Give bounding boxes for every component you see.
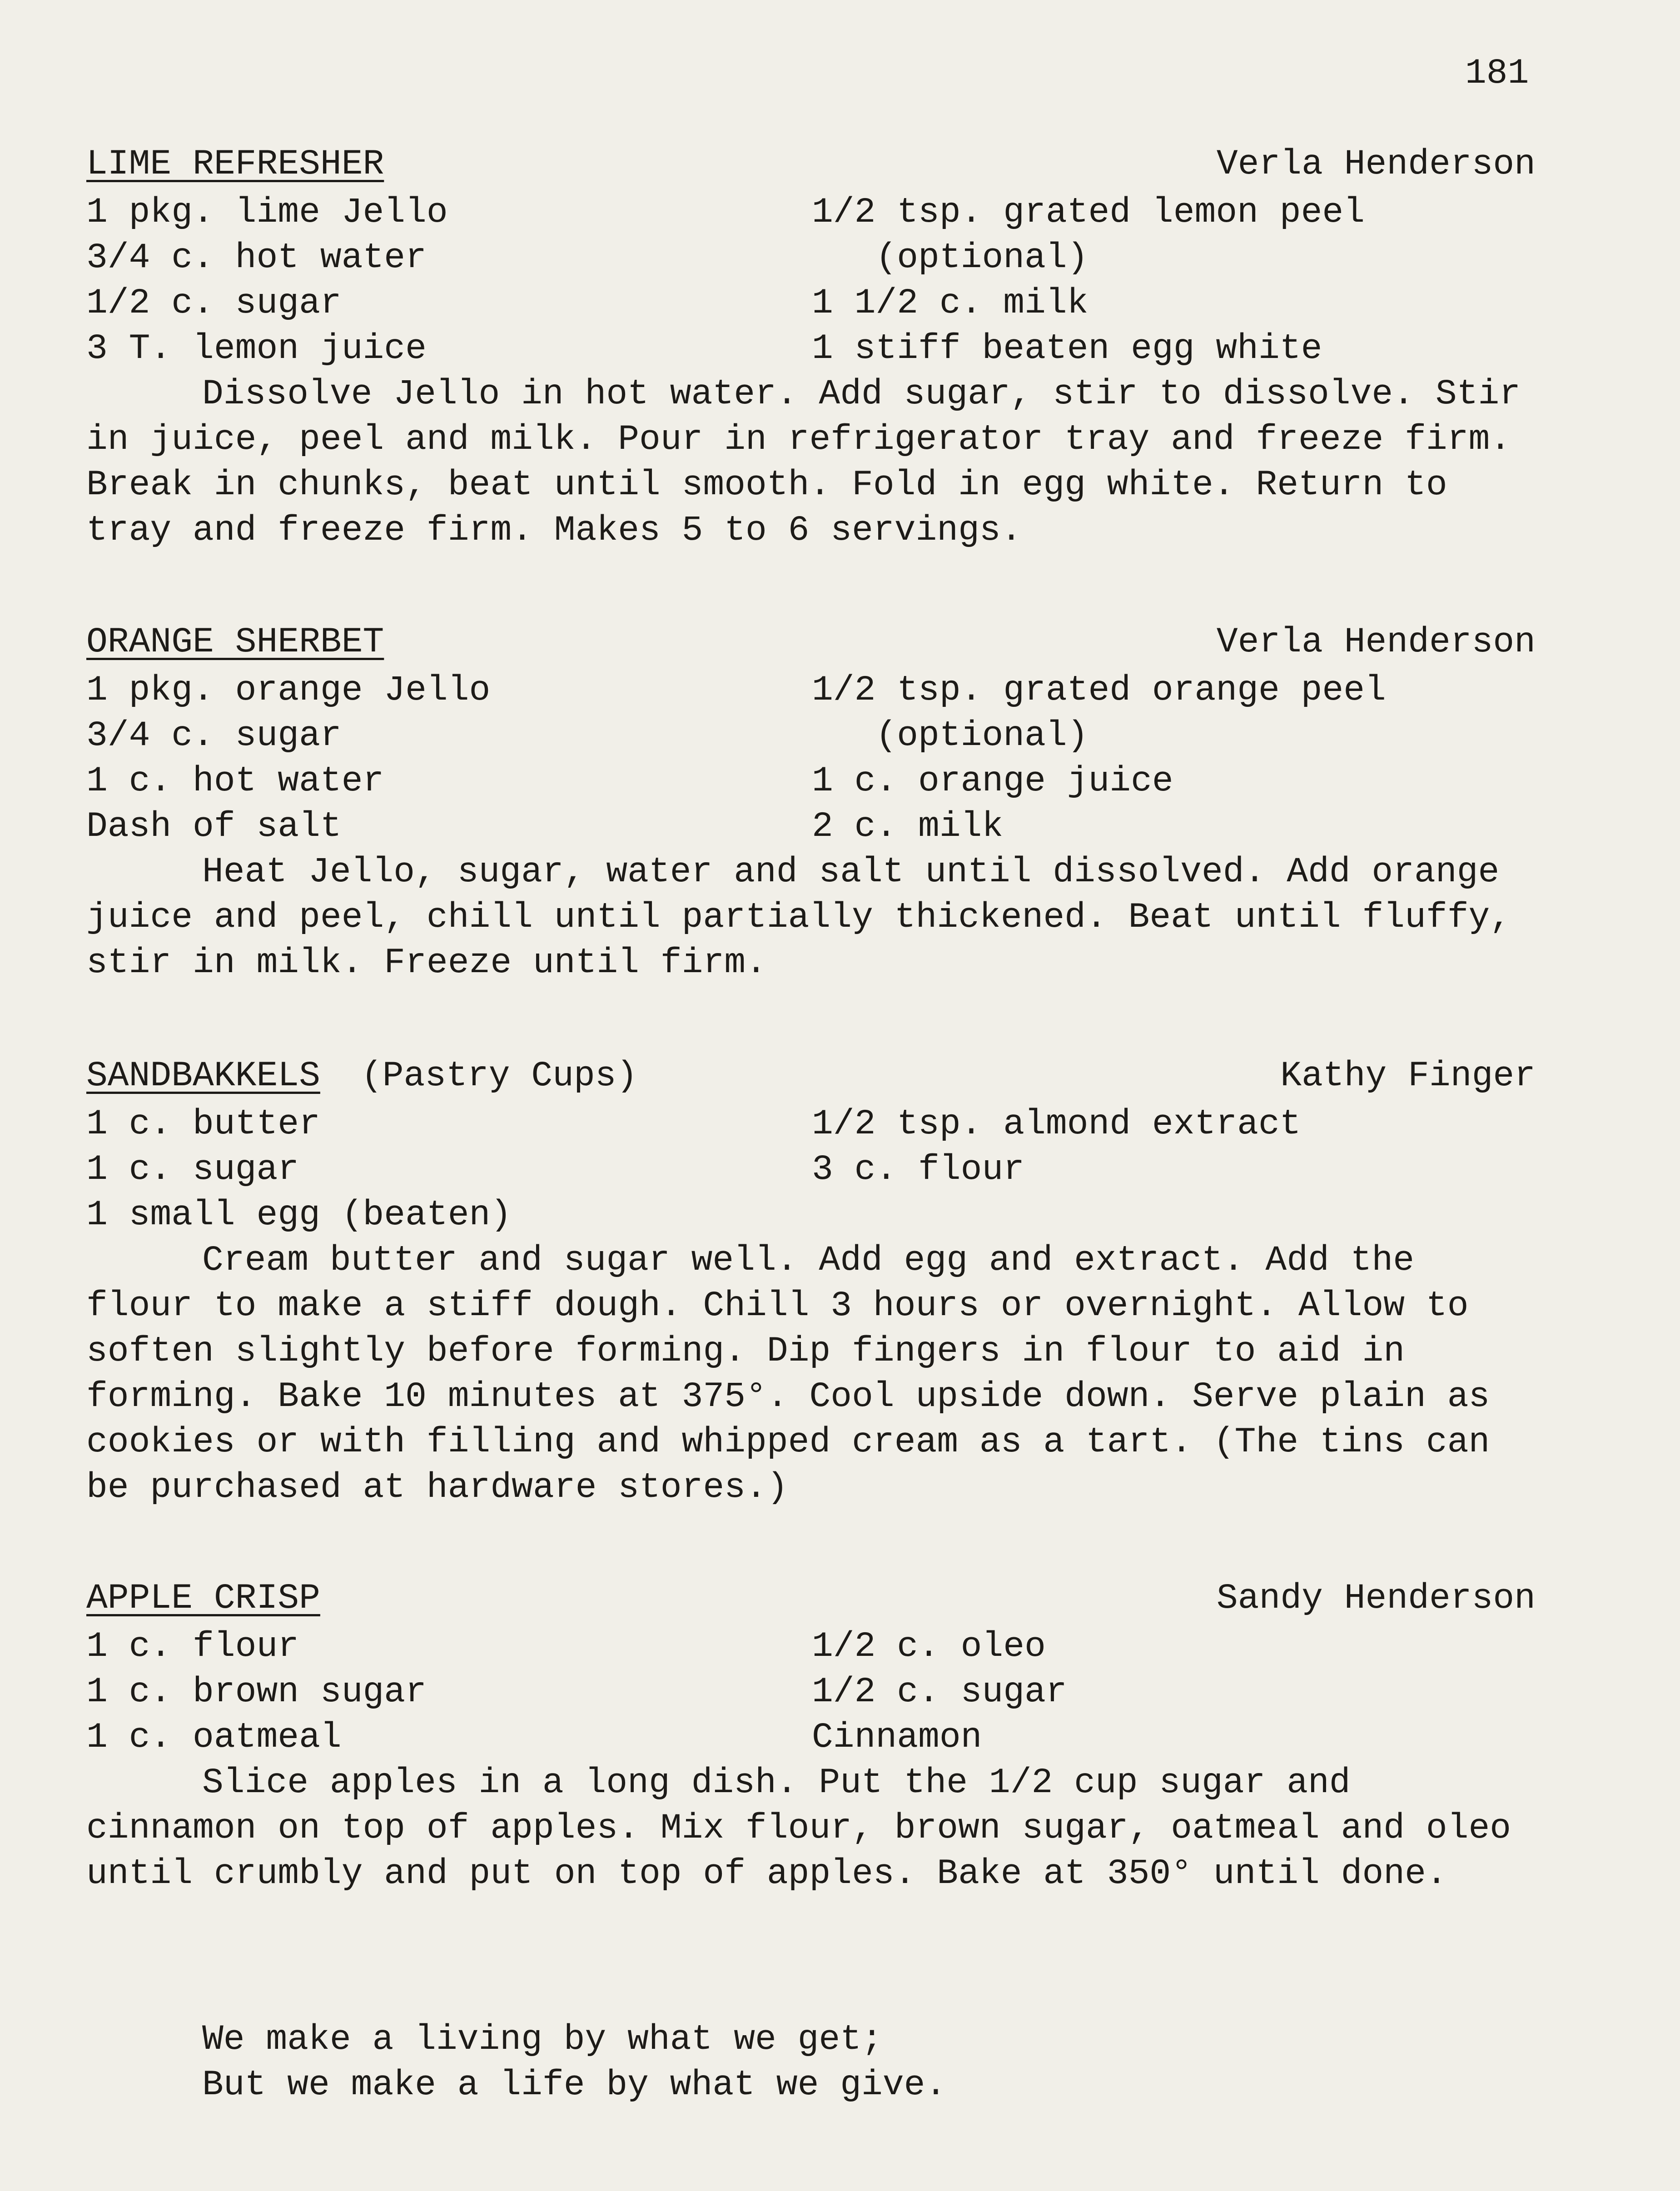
- ingredient: 3/4 c. hot water: [86, 238, 427, 278]
- closing-saying: [202, 2017, 946, 2108]
- ingredient: 3 c. flour: [812, 1150, 1025, 1190]
- ingredient: 1/2 c. sugar: [86, 283, 342, 323]
- ingredient: 1 c. brown sugar: [86, 1672, 427, 1712]
- ingredient: 1 pkg. orange Jello: [86, 671, 491, 710]
- recipe-instructions: Heat Jello, sugar, water and salt until dissolved. Add orange juice and peel, chill until partially thickened. Beat until fluffy, stir in milk. Freeze until firm.: [86, 852, 1511, 983]
- ingredient: 1/2 tsp. grated orange peel: [812, 671, 1386, 710]
- ingredient: 1 c. sugar: [86, 1150, 299, 1190]
- ingredient-list: [86, 1624, 1536, 1760]
- ingredient-list: [86, 1102, 1536, 1238]
- recipe-apple-crisp: [86, 1579, 1536, 1897]
- saying-line: We make a living by what we get;: [202, 2020, 883, 2060]
- recipe-lime-refresher: [86, 144, 1536, 553]
- ingredient: 1 c. orange juice: [812, 761, 1173, 801]
- recipe-title: APPLE CRISP: [86, 1579, 320, 1619]
- recipe-author: Sandy Henderson: [1216, 1579, 1536, 1619]
- ingredient: 3 T. lemon juice: [86, 329, 427, 369]
- ingredient: Cinnamon: [812, 1718, 982, 1758]
- recipe-author: Verla Henderson: [1216, 622, 1536, 662]
- ingredient: Dash of salt: [86, 807, 342, 847]
- ingredient: 1 small egg (beaten): [86, 1195, 512, 1235]
- ingredient: 1/2 c. sugar: [812, 1672, 1067, 1712]
- ingredient-list: [86, 190, 1536, 372]
- recipe-title: LIME REFRESHER: [86, 144, 384, 184]
- recipe-title: SANDBAKKELS: [86, 1056, 320, 1096]
- ingredient: 1 c. flour: [86, 1627, 299, 1667]
- ingredient: 3/4 c. sugar: [86, 716, 342, 756]
- recipe-title: ORANGE SHERBET: [86, 622, 384, 662]
- ingredient: 1/2 c. oleo: [812, 1627, 1046, 1667]
- ingredient-list: [86, 668, 1536, 850]
- ingredient: 1 c. oatmeal: [86, 1718, 342, 1758]
- ingredient: 1/2 tsp. almond extract: [812, 1104, 1301, 1144]
- recipe-author: Verla Henderson: [1216, 144, 1536, 184]
- ingredient: 1 c. butter: [86, 1104, 320, 1144]
- ingredient: (optional): [812, 238, 1089, 278]
- ingredient: 1 stiff beaten egg white: [812, 329, 1322, 369]
- recipe-instructions: Dissolve Jello in hot water. Add sugar, stir to dissolve. Stir in juice, peel and milk. Pour in refrigerator tray and freeze firm. Break in chunks, beat until smooth. Fold in egg white. Return to tray and freeze firm. Makes 5 to 6 servings.: [86, 374, 1521, 551]
- ingredient: 1 c. hot water: [86, 761, 384, 801]
- recipe-instructions: Cream butter and sugar well. Add egg and extract. Add the flour to make a stiff dough. Chill 3 hours or overnight. Allow to soften slightly before forming. Dip fingers in flour to aid in forming. Bake 10 minutes at 375°. Cool upside down. Serve plain as cookies or with filling and whipped cream as a tart. (The tins can be purchased at hardware stores.): [86, 1241, 1490, 1508]
- recipe-title-note: (Pastry Cups): [361, 1056, 638, 1096]
- page-number: 181: [1465, 54, 1529, 94]
- ingredient: [812, 1192, 1536, 1238]
- ingredient: 2 c. milk: [812, 807, 1004, 847]
- ingredient: 1 1/2 c. milk: [812, 283, 1089, 323]
- recipe-orange-sherbet: [86, 622, 1536, 986]
- ingredient: 1 pkg. lime Jello: [86, 193, 448, 233]
- saying-line: But we make a life by what we give.: [202, 2065, 947, 2105]
- recipe-instructions: Slice apples in a long dish. Put the 1/2 cup sugar and cinnamon on top of apples. Mix flour, brown sugar, oatmeal and oleo until crumbly and put on top of apples. Bake at 350° until done.: [86, 1763, 1511, 1894]
- recipe-author: Kathy Finger: [1280, 1056, 1536, 1096]
- recipe-sandbakkels: [86, 1056, 1536, 1510]
- ingredient: 1/2 tsp. grated lemon peel: [812, 193, 1365, 233]
- ingredient: (optional): [812, 716, 1089, 756]
